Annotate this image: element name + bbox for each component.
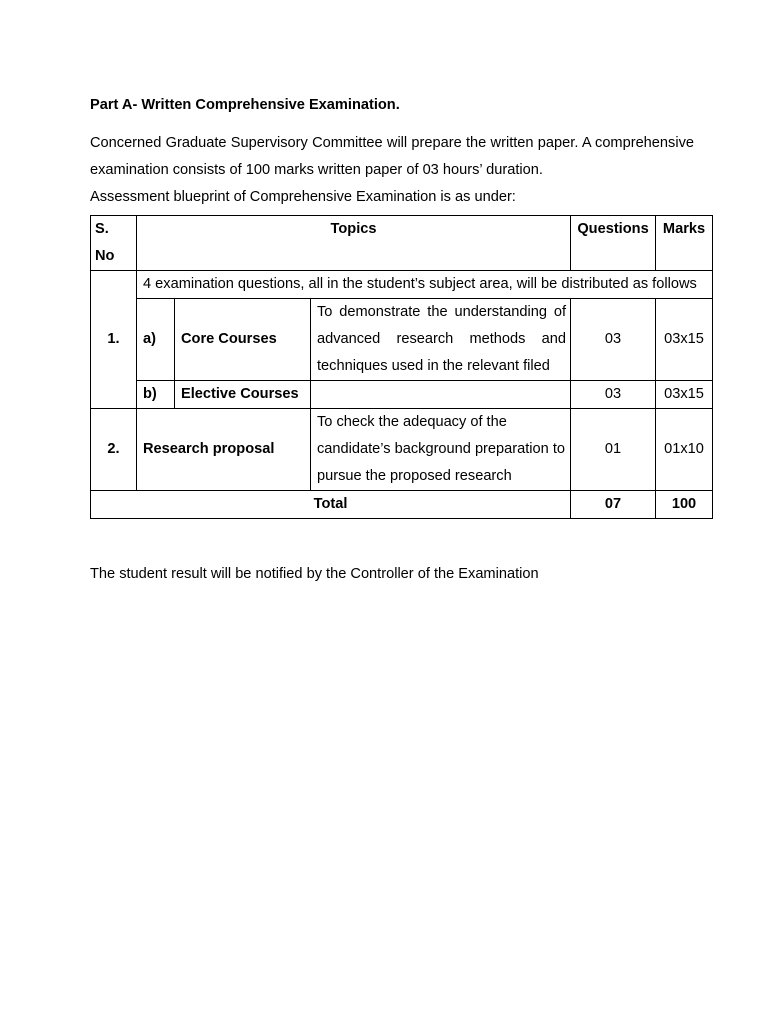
intro-text-last: Assessment blueprint of Comprehensive Examination is as under: [90,189,516,205]
marks-value: 01x10 [656,409,713,491]
table-row [91,381,713,409]
header-marks: Marks [656,216,713,271]
header-questions: Questions [571,216,656,271]
marks-value: 03x15 [656,299,713,381]
table-row [91,299,713,381]
course-name: Core Courses [175,299,311,381]
course-detail: To demonstrate the understanding of advanced research methods and techniques used in the relevant filed [311,299,571,381]
table-header-row [91,216,713,271]
header-sno: S. No [91,216,137,271]
intro-paragraph [90,130,694,211]
total-marks: 100 [656,491,713,519]
table-total-row [91,491,713,519]
course-name: Research proposal [137,409,311,491]
row-description: 4 examination questions, all in the student’s subject area, will be distributed as follows [137,271,713,299]
course-detail: To check the adequacy of the candidate’s background preparation to pursue the proposed research [311,409,571,491]
intro-text: Concerned Graduate Supervisory Committee will prepare the written paper. A comprehensive examination consists of 100 marks written paper of 03 hours’ duration. [90,135,694,178]
header-topics: Topics [137,216,571,271]
footer-note: The student result will be notified by the Controller of the Examination [90,566,539,582]
sub-label: a) [137,299,175,381]
sub-label: b) [137,381,175,409]
course-name: Elective Courses [175,381,311,409]
table-row [91,409,713,491]
course-detail [311,381,571,409]
questions-value: 03 [571,381,656,409]
row-sno: 1. [91,271,137,409]
table-row [91,271,713,299]
questions-value: 03 [571,299,656,381]
section-heading: Part A- Written Comprehensive Examination. [90,97,400,113]
total-questions: 07 [571,491,656,519]
row-sno: 2. [91,409,137,491]
total-label: Total [91,491,571,519]
marks-value: 03x15 [656,381,713,409]
questions-value: 01 [571,409,656,491]
assessment-blueprint-table [90,215,713,519]
